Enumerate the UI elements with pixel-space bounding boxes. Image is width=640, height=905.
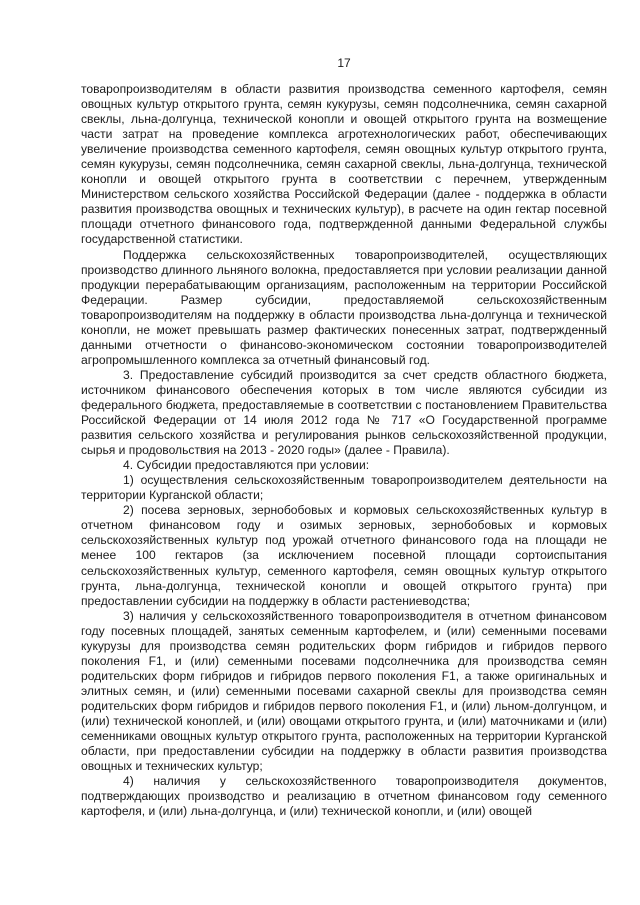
- paragraph-4-conditions-heading: 4. Субсидии предоставляются при условии:: [123, 458, 370, 473]
- paragraph-continuation: товаропроизводителям в области развития производства семенного картофеля, семян овощных культур открытого грунта, семян кукурузы, семян подсолнечника, семян сахарной свеклы, льна-долгунца, технической конопли и овощей открытого грунта на возмещение части затрат на проведение комплекса агротехнологических работ, обеспечивающих увеличение производства семенного картофеля, семян овощных культур открытого грунта, семян кукурузы, семян подсолнечника, семян сахарной свеклы, льна-долгунца, технической конопли и овощей открытого грунта в соответствии с перечнем, утвержденным Министерством сельского хозяйства Российской Федерации (далее - поддержка в области развития производства овощных и технических культур), в расчете на один гектар посевной площади отчетного финансового года, подтвержденной данными Федеральной службы государственной статистики.: [81, 82, 607, 247]
- condition-4: 4) наличия у сельскохозяйственного товаропроизводителя документов, подтверждающих производство и реализацию в отчетном финансовом году семенного картофеля, и (или) льна-долгунца, и (или) технической конопли, и (или) овощей: [81, 774, 607, 819]
- condition-2: 2) посева зерновых, зернобобовых и кормовых сельскохозяйственных культур в отчетном финансовом году и озимых зерновых, зернобобовых и кормовых сельскохозяйственных культур под урожай отчетного финансового года на площади не менее 100 гектаров (за исключением посевной площади сортоиспытания сельскохозяйственных культур, семенного картофеля, семян овощных культур открытого грунта, льна-долгунца, технической конопли и овощей открытого грунта) при предоставлении субсидии на поддержку в области растениеводства;: [81, 503, 607, 608]
- paragraph-3-funding-source: 3. Предоставление субсидий производится за счет средств областного бюджета, источником финансового обеспечения которых в том числе являются субсидии из федерального бюджета, предоставляемые в соответствии с постановлением Правительства Российской Федерации от 14 июля 2012 года № 717 «О Государственной программе развития сельского хозяйства и регулирования рынков сельскохозяйственной продукции, сырья и продовольствия на 2013 - 2020 годы» (далее - Правила).: [81, 367, 607, 458]
- condition-3: 3) наличия у сельскохозяйственного товаропроизводителя в отчетном финансовом году посевных площадей, занятых семенным картофелем, и (или) семенными посевами кукурузы для производства семян родительских форм гибридов и гибридов первого поколения F1, и (или) семенными посевами подсолнечника для производства семян родительских форм гибридов и гибридов первого поколения F1, а также оригинальных и элитных семян, и (или) семенными посевами сахарной свеклы для производства семян родительских форм гибридов и гибридов первого поколения F1, и (или) льном-долгунцом, и (или) технической коноплей, и (или) овощами открытого грунта, и (или) маточниками и (или) семенниками овощных культур открытого грунта, расположенных на территории Курганской области, при предоставлении субсидии на поддержку в области развития производства овощных и технических культур;: [81, 608, 607, 774]
- paragraph-flax-support: Поддержка сельскохозяйственных товаропроизводителей, осуществляющих производство длинного льняного волокна, предоставляется при условии реализации данной продукции перерабатывающим организациям, расположенным на территории Российской Федерации. Размер субсидии, предоставляемой сельскохозяйственным товаропроизводителям на поддержку в области производства льна-долгунца и технической конопли, не может превышать размер фактических понесенных затрат, подтвержденный данными отчетности о финансово-экономическом состоянии товаропроизводителей агропромышленного комплекса за отчетный финансовый год.: [81, 247, 607, 367]
- page-number: 17: [337, 56, 351, 70]
- condition-1: 1) осуществления сельскохозяйственным товаропроизводителем деятельности на территории Курганской области;: [81, 473, 607, 503]
